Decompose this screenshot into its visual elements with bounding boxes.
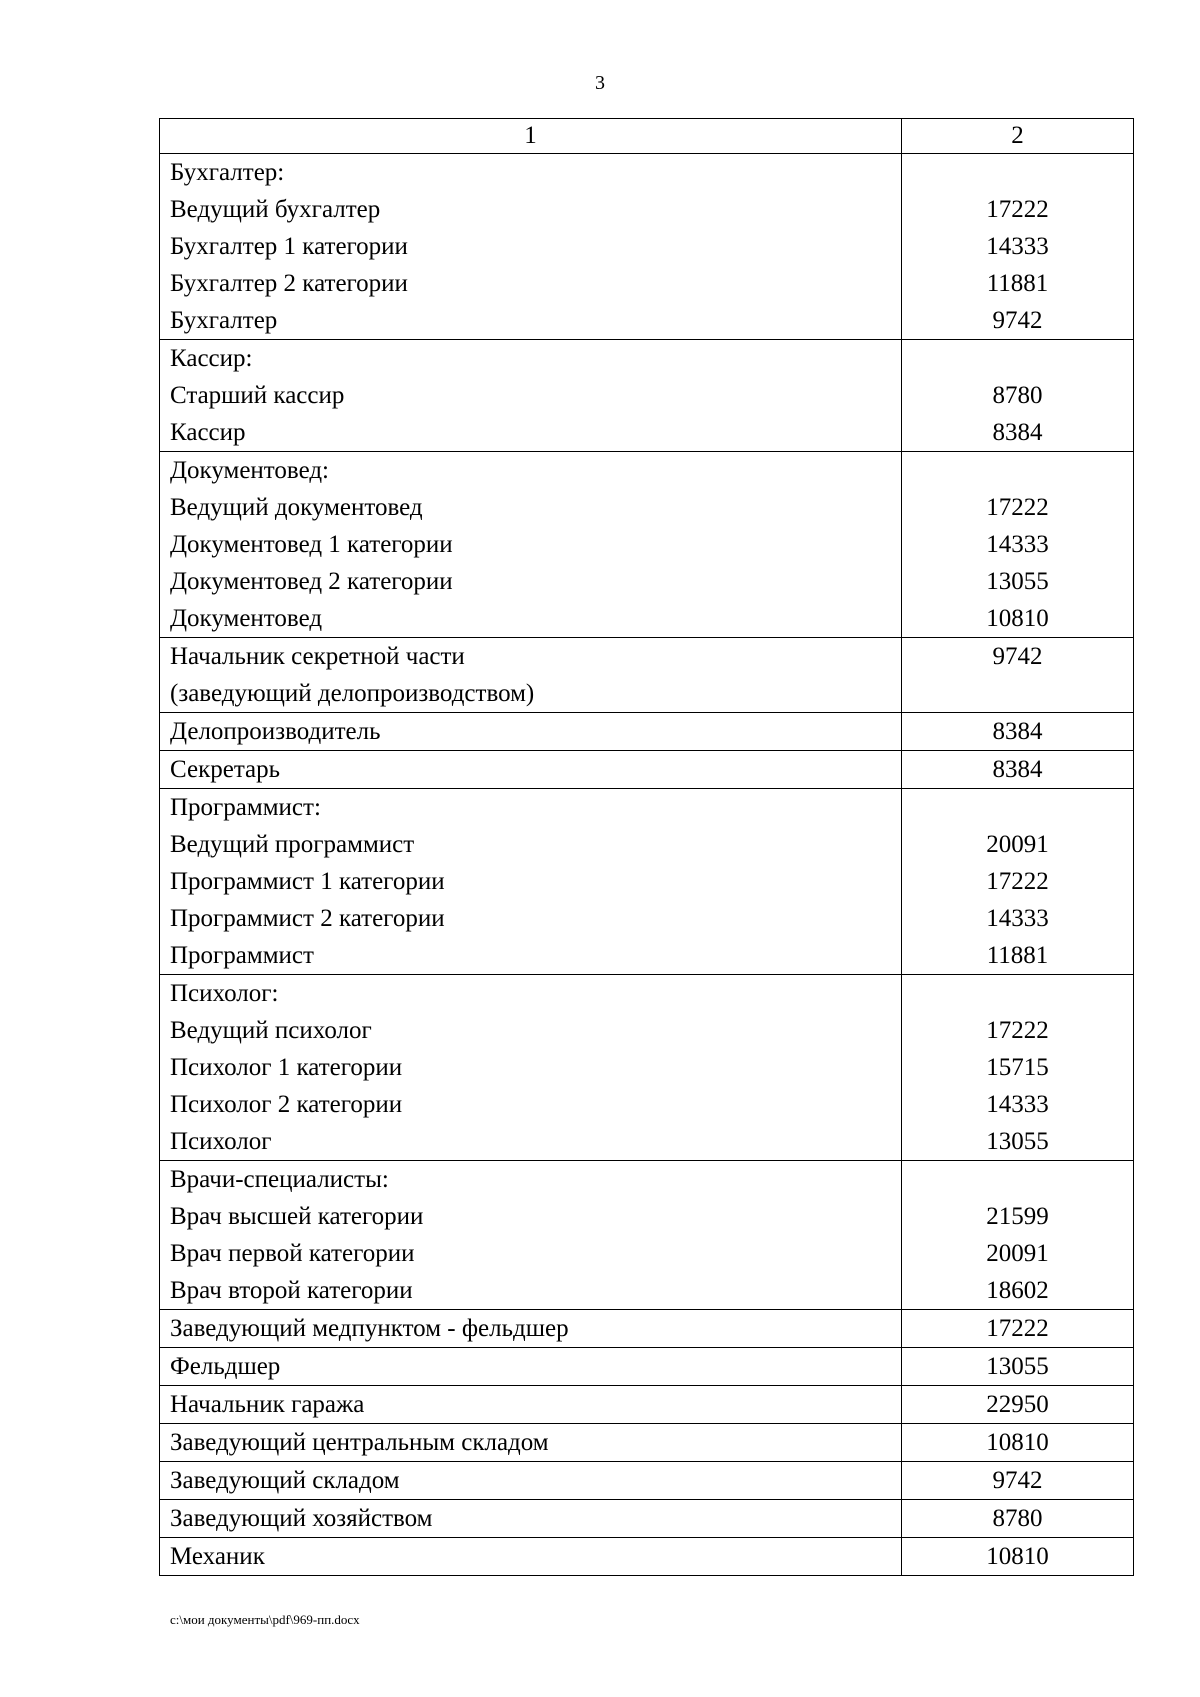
salary-cell: [902, 1538, 1134, 1576]
table-body: [160, 154, 1134, 1576]
position-cell: [160, 975, 902, 1161]
salary-value: [902, 340, 1133, 377]
position-cell: [160, 789, 902, 975]
position-name: Программист: [170, 942, 314, 969]
salary-value: 13055: [986, 1353, 1049, 1380]
position-name: Бухгалтер 2 категории: [170, 270, 408, 297]
position-name: Механик: [170, 1543, 265, 1570]
table-row: [160, 1500, 1134, 1538]
salary-cell: [902, 789, 1134, 975]
position-name: Врач высшей категории: [170, 1203, 424, 1230]
salary-value: 11881: [986, 270, 1049, 297]
salary-cell: [902, 1310, 1134, 1348]
position-cell: [160, 1424, 902, 1462]
position-name: Бухгалтер:: [170, 159, 285, 186]
page-number: 3: [595, 72, 605, 94]
salary-value: [902, 452, 1133, 489]
position-name: Ведущий психолог: [170, 1017, 372, 1044]
salary-cell: [902, 340, 1134, 452]
position-name: Ведущий бухгалтер: [170, 196, 381, 223]
salary-value: 8780: [992, 1505, 1043, 1532]
salary-value: 15715: [986, 1054, 1049, 1081]
salary-cell: [902, 452, 1134, 638]
position-name: Бухгалтер: [170, 307, 278, 334]
position-name: Врач первой категории: [170, 1240, 415, 1267]
salary-cell: [902, 1500, 1134, 1538]
salary-value: 8384: [992, 718, 1043, 745]
table-row: [160, 340, 1134, 452]
position-name: Документовед:: [170, 457, 329, 484]
salary-value: 13055: [986, 568, 1049, 595]
position-name: Начальник секретной части: [170, 643, 465, 670]
position-name: Заведующий центральным складом: [170, 1429, 549, 1456]
salary-value: 10810: [986, 1543, 1049, 1570]
column-header-2: 2: [902, 119, 1134, 154]
position-cell: [160, 1348, 902, 1386]
position-name: Ведущий документовед: [170, 494, 423, 521]
position-cell: [160, 751, 902, 789]
table-row: [160, 1348, 1134, 1386]
salary-value: 21599: [986, 1203, 1049, 1230]
salary-value: 8780: [992, 382, 1043, 409]
position-name: Фельдшер: [170, 1353, 281, 1380]
table-row: [160, 1161, 1134, 1310]
salary-value: 20091: [986, 1240, 1049, 1267]
position-name: Старший кассир: [170, 382, 345, 409]
salary-value: 22950: [986, 1391, 1049, 1418]
position-name: (заведующий делопроизводством): [170, 680, 535, 707]
position-cell: [160, 1500, 902, 1538]
salary-value: 17222: [986, 196, 1049, 223]
position-name: Врачи-специалисты:: [170, 1166, 389, 1193]
table-row: [160, 1386, 1134, 1424]
position-name: Кассир:: [170, 345, 253, 372]
position-name: Делопроизводитель: [170, 718, 381, 745]
salary-value: 17222: [986, 1315, 1049, 1342]
position-name: Психолог 2 категории: [170, 1091, 403, 1118]
position-name: Ведущий программист: [170, 831, 415, 858]
footer-file-path: c:\мои документы\pdf\969-пп.docx: [170, 1612, 360, 1627]
salary-value: 8384: [992, 756, 1043, 783]
salary-cell: [902, 1424, 1134, 1462]
table-row: [160, 452, 1134, 638]
column-header-1: 1: [160, 119, 902, 154]
salary-table: [159, 118, 1134, 1576]
position-cell: [160, 154, 902, 340]
position-name: Заведующий медпунктом - фельдшер: [170, 1315, 569, 1342]
position-cell: [160, 340, 902, 452]
position-name: Программист 2 категории: [170, 905, 445, 932]
position-cell: [160, 1386, 902, 1424]
salary-value: 9742: [992, 643, 1043, 670]
salary-value: [902, 675, 1133, 712]
salary-value: 10810: [986, 605, 1049, 632]
salary-cell: [902, 638, 1134, 713]
salary-value: 11881: [986, 942, 1049, 969]
salary-value: 14333: [986, 1091, 1049, 1118]
salary-cell: [902, 713, 1134, 751]
position-cell: [160, 1161, 902, 1310]
position-name: Психолог:: [170, 980, 279, 1007]
position-name: Программист:: [170, 794, 321, 821]
table-row: [160, 638, 1134, 713]
table-row: [160, 1424, 1134, 1462]
salary-value: 9742: [992, 307, 1043, 334]
table-row: [160, 1462, 1134, 1500]
position-name: Документовед: [170, 605, 323, 632]
table-row: [160, 154, 1134, 340]
salary-value: [902, 1161, 1133, 1198]
table-row: [160, 1538, 1134, 1576]
salary-value: 18602: [986, 1277, 1049, 1304]
salary-value: 17222: [986, 1017, 1049, 1044]
salary-value: 17222: [986, 868, 1049, 895]
position-name: Врач второй категории: [170, 1277, 413, 1304]
salary-value: 14333: [986, 905, 1049, 932]
table-header-row: [160, 119, 1134, 154]
salary-value: 8384: [992, 419, 1043, 446]
salary-value: 17222: [986, 494, 1049, 521]
position-cell: [160, 713, 902, 751]
salary-cell: [902, 1462, 1134, 1500]
salary-cell: [902, 751, 1134, 789]
position-cell: [160, 1538, 902, 1576]
salary-cell: [902, 975, 1134, 1161]
salary-cell: [902, 1161, 1134, 1310]
position-name: Заведующий складом: [170, 1467, 400, 1494]
salary-value: [902, 975, 1133, 1012]
salary-cell: [902, 154, 1134, 340]
table-row: [160, 789, 1134, 975]
position-name: Документовед 2 категории: [170, 568, 453, 595]
table-row: [160, 1310, 1134, 1348]
position-cell: [160, 638, 902, 713]
position-name: Психолог: [170, 1128, 272, 1155]
position-name: Документовед 1 категории: [170, 531, 453, 558]
position-name: Заведующий хозяйством: [170, 1505, 433, 1532]
table-row: [160, 751, 1134, 789]
salary-value: [902, 789, 1133, 826]
position-name: Кассир: [170, 419, 246, 446]
table-row: [160, 975, 1134, 1161]
position-cell: [160, 1310, 902, 1348]
salary-value: 20091: [986, 831, 1049, 858]
salary-value: [902, 154, 1133, 191]
position-name: Психолог 1 категории: [170, 1054, 403, 1081]
position-name: Программист 1 категории: [170, 868, 445, 895]
position-cell: [160, 1462, 902, 1500]
position-name: Секретарь: [170, 756, 281, 783]
salary-cell: [902, 1386, 1134, 1424]
position-cell: [160, 452, 902, 638]
salary-value: 10810: [986, 1429, 1049, 1456]
position-name: Начальник гаража: [170, 1391, 365, 1418]
table-row: [160, 713, 1134, 751]
salary-value: 14333: [986, 531, 1049, 558]
salary-value: 13055: [986, 1128, 1049, 1155]
salary-cell: [902, 1348, 1134, 1386]
salary-value: 14333: [986, 233, 1049, 260]
salary-value: 9742: [992, 1467, 1043, 1494]
position-name: Бухгалтер 1 категории: [170, 233, 408, 260]
